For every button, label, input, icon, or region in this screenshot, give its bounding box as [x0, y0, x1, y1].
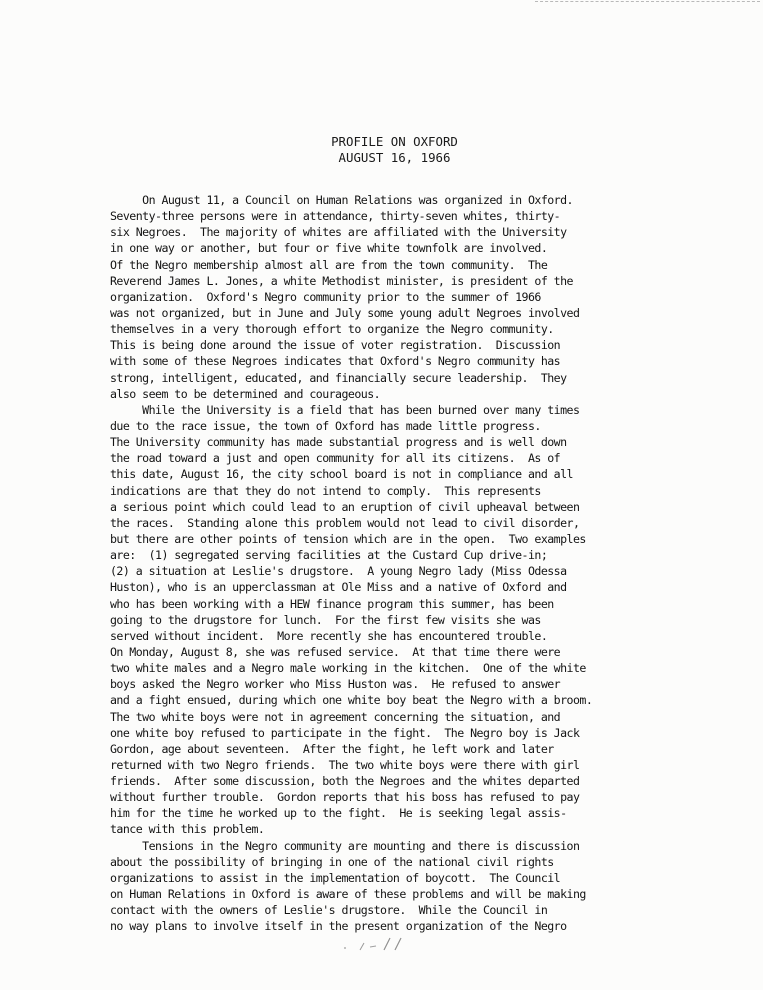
- body-line: on Human Relations in Oxford is aware of these problems and will be making: [110, 887, 586, 902]
- body-line: him for the time he worked up to the fight. He is seeking legal assis-: [110, 806, 567, 821]
- body-line: The University community has made substantial progress and is well down: [110, 435, 567, 450]
- body-line: about the possibility of bringing in one of the national civil rights: [110, 854, 554, 869]
- body-line: who has been working with a HEW finance program this summer, has been: [110, 596, 554, 611]
- body-line: but there are other points of tension which are in the open. Two examples: [110, 531, 586, 546]
- body-line: also seem to be determined and courageous.: [110, 386, 381, 401]
- body-line: This is being done around the issue of voter registration. Discussion: [110, 338, 561, 353]
- document-title: PROFILE ON OXFORD: [331, 134, 458, 149]
- body-line: tance with this problem.: [110, 822, 265, 837]
- body-line: On August 11, a Council on Human Relations was organized in Oxford.: [110, 193, 573, 207]
- body-line: the races. Standing alone this problem would not lead to civil disorder,: [110, 515, 580, 530]
- body-line: contact with the owners of Leslie's drugstore. While the Council in: [110, 903, 548, 918]
- body-line: On Monday, August 8, she was refused service. At that time there were: [110, 644, 561, 659]
- body-line: with some of these Negroes indicates that Oxford's Negro community has: [110, 354, 561, 369]
- body-line: Tensions in the Negro community are mounting and there is discussion: [110, 838, 580, 853]
- body-line: going to the drugstore for lunch. For the first few visits she was: [110, 612, 541, 627]
- document-header: [0, 134, 763, 166]
- body-line: this date, August 16, the city school board is not in compliance and all: [110, 467, 573, 482]
- body-line: themselves in a very thorough effort to organize the Negro community.: [110, 322, 554, 337]
- body-line: a serious point which could lead to an eruption of civil upheaval between: [110, 499, 580, 514]
- body-line: Of the Negro membership almost all are from the town community. The: [110, 257, 548, 272]
- document-date: AUGUST 16, 1966: [338, 150, 451, 165]
- handwritten-mark: [340, 934, 420, 954]
- body-line: six Negroes. The majority of whites are affiliated with the University: [110, 225, 567, 240]
- body-line: the road toward a just and open community for all its citizens. As of: [110, 451, 561, 466]
- body-line: two white males and a Negro male working in the kitchen. One of the white: [110, 661, 586, 676]
- body-line: indications are that they do not intend to comply. This represents: [110, 483, 541, 498]
- body-line: was not organized, but in June and July some young adult Negroes involved: [110, 305, 580, 320]
- body-line: Gordon, age about seventeen. After the fight, he left work and later: [110, 741, 554, 756]
- body-line: one white boy refused to participate in the fight. The Negro boy is Jack: [110, 725, 580, 740]
- body-line: in one way or another, but four or five white townfolk are involved.: [110, 241, 548, 256]
- body-line: friends. After some discussion, both the Negroes and the whites departed: [110, 774, 580, 789]
- body-line: without further trouble. Gordon reports that his boss has refused to pay: [110, 790, 580, 805]
- body-line: organization. Oxford's Negro community prior to the summer of 1966: [110, 289, 541, 304]
- body-line: While the University is a field that has been burned over many times: [110, 402, 580, 417]
- body-line: Seventy-three persons were in attendance, thirty-seven whites, thirty-: [110, 209, 561, 224]
- scan-edge-dashes: [535, 1, 760, 2]
- body-line: due to the race issue, the town of Oxford has made little progress.: [110, 418, 541, 433]
- body-line: organizations to assist in the implementation of boycott. The Council: [110, 870, 561, 885]
- body-line: served without incident. More recently she has encountered trouble.: [110, 628, 548, 643]
- body-line: and a fight ensued, during which one white boy beat the Negro with a broom.: [110, 693, 593, 708]
- body-line: are: (1) segregated serving facilities at the Custard Cup drive-in;: [110, 548, 548, 563]
- body-line: Reverend James L. Jones, a white Methodist minister, is president of the: [110, 273, 573, 288]
- document-body: [110, 192, 655, 934]
- body-line: Huston), who is an upperclassman at Ole Miss and a native of Oxford and: [110, 580, 567, 595]
- body-line: strong, intelligent, educated, and financially secure leadership. They: [110, 370, 567, 385]
- body-line: returned with two Negro friends. The two white boys were there with girl: [110, 757, 580, 772]
- body-line: no way plans to involve itself in the present organization of the Negro: [110, 919, 567, 934]
- body-line: (2) a situation at Leslie's drugstore. A young Negro lady (Miss Odessa: [110, 564, 567, 579]
- body-line: The two white boys were not in agreement concerning the situation, and: [110, 709, 561, 724]
- body-line: boys asked the Negro worker who Miss Huston was. He refused to answer: [110, 677, 561, 692]
